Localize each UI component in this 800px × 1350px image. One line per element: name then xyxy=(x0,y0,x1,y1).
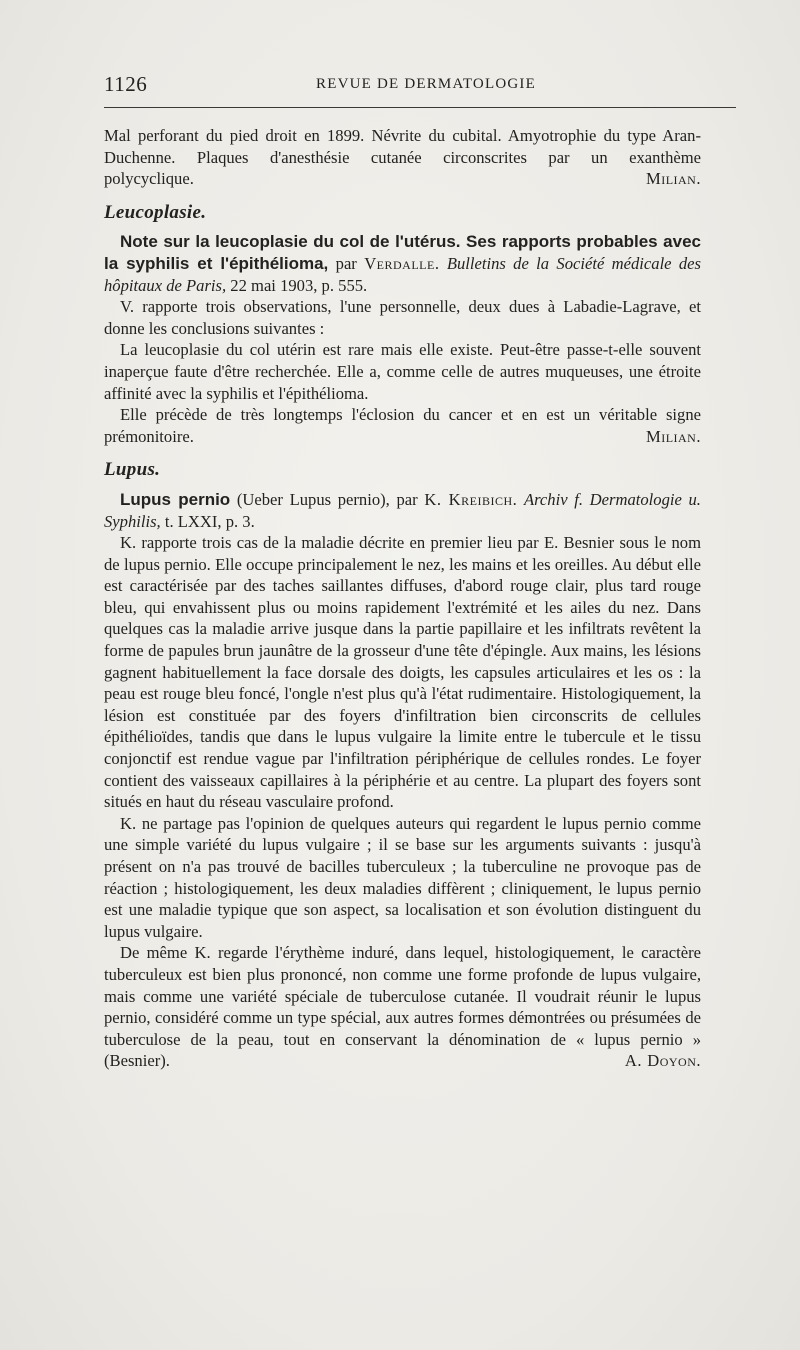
running-title: REVUE DE DERMATOLOGIE xyxy=(316,76,536,92)
article-paragraph: K. rapporte trois cas de la maladie décrite en premier lieu par E. Besnier sous le nom de lupus pernio. Elle occupe principalement le nez, les mains et les oreilles. Au début elle est caractérisée par des taches saillantes diffuses, d'abord rouge clair, plus tard rouge bleu, qui envahissent plus ou moins rapidement l'extrémité et les ailes du nez. Dans quelques cas la maladie arrive jusque dans la partie papillaire et les infiltrats revêtent la forme de papules brun jaunâtre de la grosseur d'une tête d'épingle. Aux mains, les lésions gagnent habituellement la face dorsale des doigts, les capsules articulaires et les os : la peau est rouge bleu foncé, l'ongle n'est plus qu'à l'état rudimentaire. Histologiquement, la lésion est constituée par des foyers d'infiltration bien circonscrits de cellules épithélioïdes, tandis que dans le lupus vulgaire la limite entre le tubercule et le tissu conjonctif est rendue vague par l'infiltration périphérique de cellules rondes. Le foyer contient des vaisseaux capillaires à la périphérie et au centre. La plupart des foyers sont situés en haut du réseau vasculaire profond. xyxy=(104,533,701,812)
article-by: par xyxy=(335,253,357,273)
section-title-lupus: Lupus. xyxy=(104,459,161,481)
article-paragraph: La leucoplasie du col utérin est rare mais elle existe. Peut-être passe-t-elle souvent inaperçue faute d'être recherchée. Elle a, comme celle de autres muqueuses, une étroite affinité avec la syphilis et l'épithélioma. xyxy=(104,340,701,403)
carryover-paragraph xyxy=(104,125,701,190)
article-title: Note sur la leucoplasie du col de l'utérus. Ses rapports probables avec la syphilis et l'épithélioma, xyxy=(104,232,701,273)
article-author: Verdalle. xyxy=(364,253,440,273)
article-date: 22 mai 1903, p. 555. xyxy=(230,275,368,295)
article-source: Archiv f. Dermatologie u. Syphilis, xyxy=(104,489,701,531)
article-author: K. Kreibich. xyxy=(424,489,518,509)
article-signature: Milian. xyxy=(645,426,701,446)
article-last-text: Elle précède de très longtemps l'éclosion du cancer et en est un véritable signe prémonitoire. xyxy=(104,405,701,446)
page-number: 1126 xyxy=(104,72,148,96)
article-last-paragraph xyxy=(104,942,701,1072)
carryover-signature: Milian. xyxy=(645,169,701,189)
article-signature: A. Doyon. xyxy=(624,1051,702,1071)
article-last-text: De même K. regarde l'érythème induré, dans lequel, histologiquement, le caractère tuberculeux est bien plus prononcé, non comme une forme profonde de lupus vulgaire, mais comme une variété spéciale de tuberculose cutanée. Il voudrait réunir le lupus pernio, considéré comme un type spécial, aux autres formes démontrées ou présumées de tuberculose de la peau, tout en conservant la dénomination de « lupus pernio » (Besnier). xyxy=(104,943,701,1071)
article-source: Bulletins de la Société médicale des hôpitaux de Paris, xyxy=(104,253,701,295)
article-subtitle: (Ueber Lupus pernio), par xyxy=(236,489,418,509)
carryover-text: Mal perforant du pied droit en 1899. Névrite du cubital. Amyotrophie du type Aran-Duchenne. Plaques d'anesthésie cutanée circonscrites par un exanthème polycyclique. xyxy=(104,126,701,189)
article-title: Lupus pernio xyxy=(120,489,231,509)
header-rule xyxy=(104,107,736,108)
article-last-paragraph xyxy=(104,404,701,447)
article-heading-lupus xyxy=(104,489,701,532)
article-paragraph: V. rapporte trois observations, l'une personnelle, deux dues à Labadie-Lagrave, et donne les conclusions suivantes : xyxy=(104,297,701,338)
article-paragraph: K. ne partage pas l'opinion de quelques auteurs qui regardent le lupus pernio comme une simple variété du lupus vulgaire ; il se base sur les arguments suivants : jusqu'à présent on n'a pas trouvé de bacilles tuberculeux ; la tuberculine ne provoque pas de réaction ; histologiquement, les deux maladies diffèrent ; cliniquement, le lupus pernio est une maladie typique que son aspect, sa localisation et son évolution distinguent du lupus vulgaire. xyxy=(104,813,701,941)
page-header xyxy=(104,72,736,96)
article-ref: t. LXXI, p. 3. xyxy=(164,511,255,531)
section-title-leucoplasie: Leucoplasie. xyxy=(104,201,207,223)
article-heading-leucoplasie xyxy=(104,231,701,296)
page-body xyxy=(104,125,701,1072)
